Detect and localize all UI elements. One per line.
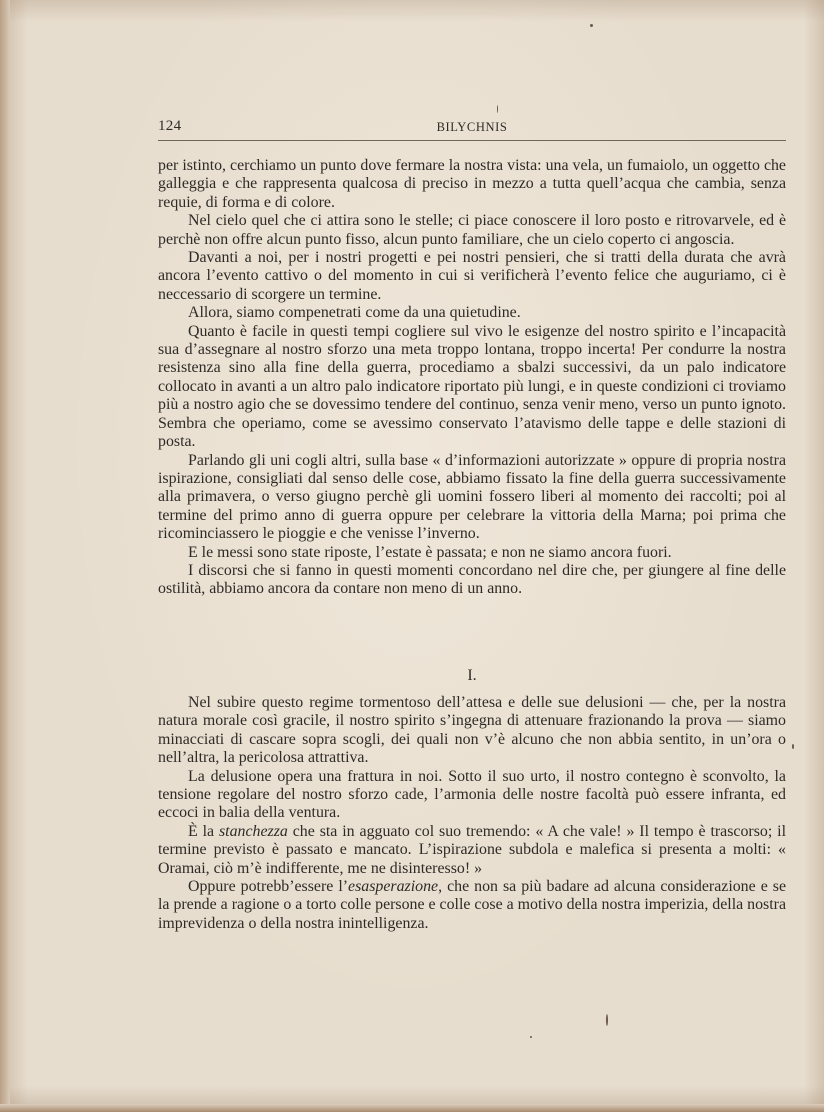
paper-speck bbox=[590, 24, 593, 27]
text-run: , che non sa più badare ad alcuna considerazione e se la prende a ragione o a torto colle persone e colle cose a motivo della nostra imperizia, della nostra imprevidenza o della nostra inintelligenza. bbox=[158, 878, 786, 932]
text-run: È la bbox=[188, 822, 219, 840]
paragraph: Parlando gli uni cogli altri, sulla base « d’informazioni autorizzate » oppure di propria nostra ispirazione, consigliati dal senso delle cose, abbiamo fissato la fine della guerra successivamente alla primavera, o verso giugno perchè gli uomini fossero liberi al momento dei raccolti; poi al termine del primo anno di guerra oppure per celebrare la vittoria della Marna; poi prima che ricominciassero le pioggie e che venisse l’inverno. bbox=[158, 451, 786, 543]
paragraph: Davanti a noi, per i nostri progetti e pei nostri pensieri, che si tratti della durata che avrà ancora l’evento cattivo o del momento in cui si verificherà l’evento felice che auguriamo, ci è neccessario di scorgere un termine. bbox=[158, 249, 786, 303]
page-bottom-edge bbox=[0, 1104, 824, 1112]
paragraph: Quanto è facile in questi tempi cogliere sul vivo le esigenze del nostro spirito e l’incapacità sua d’assegnare al nostro sforzo una meta troppo lontana, troppo incerta! Per condurre la nostra resistenza sino alla fine della guerra, procediamo a sbalzi successivi, da un palo indicatore collocato in avanti a un altro palo indicatore riportato più lungi, e in queste condizioni ci troviamo più a nostro agio che se dovessimo tendere del continuo, senza venir meno, verso un punto ignoto. Sembra che operiamo, come se avessimo conservato l’atavismo delle tappe e delle stazioni di posta. bbox=[158, 322, 786, 451]
section-heading: I. bbox=[467, 667, 477, 684]
text-run: Oppure potrebb’essere l’ bbox=[188, 878, 349, 896]
page-number: 124 bbox=[158, 118, 182, 134]
text-run: che sta in agguato col suo tremendo: « A che vale! » Il tempo è trascorso; il termine previsto è passato e mancato. L’ispirazione subdola e malefica si presenta a molti: « Oramai, ciò m’è indifferente, me ne disinteresso! » bbox=[158, 822, 786, 877]
paper-speck bbox=[606, 1014, 608, 1026]
italic-text: stanchezza bbox=[218, 822, 288, 840]
page-binding-edge bbox=[0, 0, 10, 1112]
paragraph: per istinto, cerchiamo un punto dove fermare la nostra vista: una vela, un fumaiolo, un oggetto che galleggia e che rappresenta qualcosa di preciso in mezzo a tutta quell’acqua che cambia, senza requie, di forma e di colore. bbox=[158, 157, 786, 211]
paper-speck bbox=[497, 105, 498, 113]
paragraph bbox=[158, 694, 786, 768]
text-run: La delusione opera una frattura in noi. Sotto il suo urto, il nostro contegno è sconvolto, la tensione regolare del nostro sforzo cade, l’armonia delle nostre facoltà può essere infranta, ed eccoci in balia della ventura. bbox=[158, 767, 786, 822]
paragraph: Nel cielo quel che ci attira sono le stelle; ci piace conoscere il loro posto e ritrovarvele, ed è perchè non offre alcun punto fisso, alcun punto familiare, che un cielo coperto ci angoscia. bbox=[158, 212, 786, 248]
italic-text: esasperazione bbox=[348, 878, 439, 896]
paragraph: I discorsi che si fanno in questi momenti concordano nel dire che, per giungere al fine delle ostilità, abbiamo ancora da contare non meno di un anno. bbox=[158, 561, 786, 598]
journal-title: BILYCHNIS bbox=[436, 120, 508, 134]
running-header bbox=[158, 118, 786, 140]
section-body-text bbox=[158, 694, 786, 933]
header-rule bbox=[158, 140, 786, 141]
paper-speck bbox=[792, 744, 794, 749]
paper-speck bbox=[530, 1036, 532, 1038]
paragraph bbox=[158, 878, 786, 933]
paragraph bbox=[158, 768, 786, 823]
paragraph bbox=[158, 823, 786, 878]
paragraph: E le messi sono state riposte, l’estate è passata; e non ne siamo ancora fuori. bbox=[188, 543, 672, 561]
text-run: Nel subire questo regime tormentoso dell’attesa e delle sue delusioni — che, per la nostra natura morale così gracile, il nostro spirito s’ingegna di attenuare frazionando la prova — siamo minacciati di cascare sopra scogli, dei quali non v’è alcuno che non abbia sentito, in un’ora o nell’altra, la pericolosa attrattiva. bbox=[158, 694, 786, 767]
paragraph: Allora, siamo compenetrati come da una quietudine. bbox=[188, 304, 521, 322]
body-text bbox=[158, 157, 786, 599]
